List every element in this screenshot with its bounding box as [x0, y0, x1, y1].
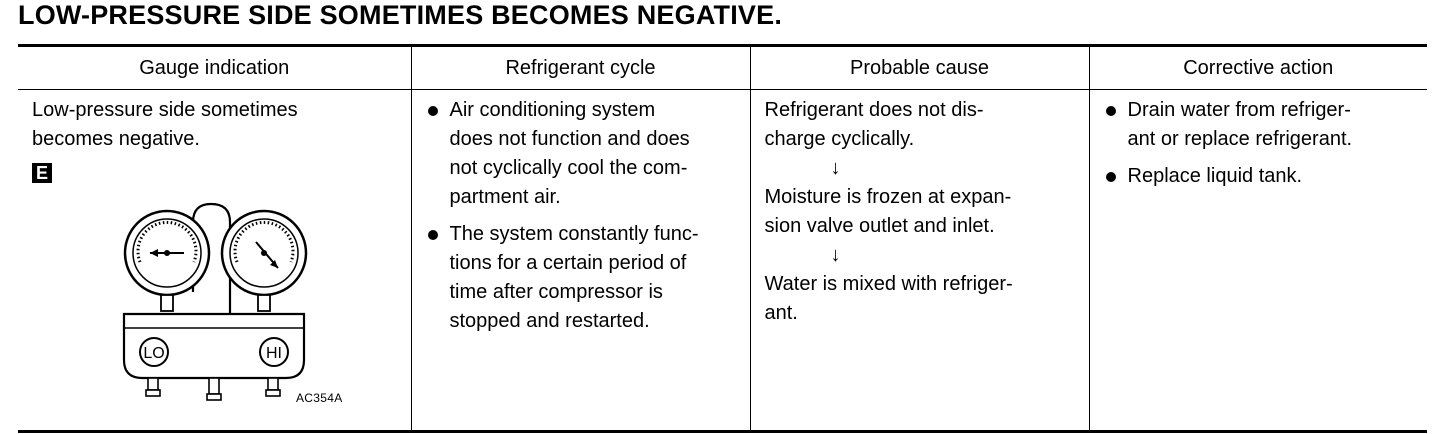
action-list — [1104, 96, 1420, 191]
list-item: The system constantly func- tions for a certain period of time after compressor is stopped and restarted. — [426, 220, 744, 336]
diagnosis-table — [18, 44, 1427, 433]
header-gauge-indication: Gauge indication — [18, 46, 411, 90]
probable-cause-cell — [750, 90, 1089, 432]
cause-line: Moisture is frozen at expan- sion valve outlet and inlet. — [764, 186, 1012, 237]
down-arrow-icon: ↓ — [830, 244, 841, 266]
bullet-icon — [1106, 106, 1116, 116]
header-refrigerant-cycle: Refrigerant cycle — [411, 46, 750, 90]
header-row — [18, 46, 1427, 90]
hi-label: HI — [266, 345, 282, 362]
manifold-gauge-icon — [116, 196, 366, 421]
list-item: Air conditioning system does not function and does not cyclically cool the com- partment air. — [426, 96, 744, 212]
refrigerant-cycle-cell — [411, 90, 750, 432]
corrective-action-cell — [1089, 90, 1427, 432]
bullet-icon — [1106, 172, 1116, 182]
cause-line: Refrigerant does not dis- charge cyclically. — [764, 99, 984, 150]
gauge-indication-text: Low-pressure side sometimes becomes negative. — [32, 99, 298, 150]
header-corrective-action: Corrective action — [1089, 46, 1427, 90]
down-arrow-icon: ↓ — [830, 157, 841, 179]
page-title: LOW-PRESSURE SIDE SOMETIMES BECOMES NEGATIVE. — [18, 0, 783, 30]
reference-badge: E — [32, 163, 52, 183]
list-item: Replace liquid tank. — [1104, 162, 1420, 191]
figure-code: AC354A — [296, 391, 343, 405]
table-row — [18, 90, 1427, 432]
header-probable-cause: Probable cause — [750, 46, 1089, 90]
bullet-icon — [428, 106, 438, 116]
bullet-icon — [428, 230, 438, 240]
list-item: Drain water from refriger- ant or replace refrigerant. — [1104, 96, 1420, 154]
cycle-list — [426, 96, 744, 336]
gauge-indication-cell — [18, 90, 411, 432]
cause-line: Water is mixed with refriger- ant. — [764, 273, 1013, 324]
lo-label: LO — [143, 345, 165, 362]
